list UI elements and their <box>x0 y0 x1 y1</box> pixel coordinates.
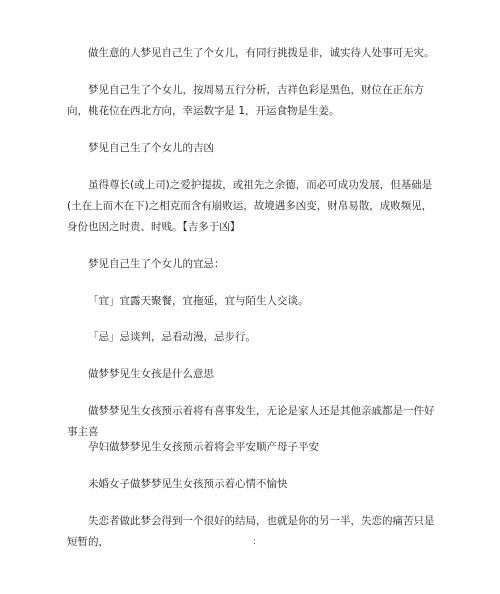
page-mark: : <box>253 537 257 547</box>
paragraph-pregnant-woman: 孕妇做梦梦见生女孩预示着将会平安顺产母子平安 <box>88 441 319 453</box>
heading-dos-donts: 梦见自己生了个女儿的宜忌： <box>88 258 225 270</box>
paragraph-unmarried-woman: 未婚女子做梦梦见生女孩预示着心情不愉快 <box>88 478 288 490</box>
heading-girl-birth-meaning: 做梦梦见生女孩是什么意思 <box>88 368 214 380</box>
heading-fortune: 梦见自己生了个女儿的吉凶 <box>88 142 214 154</box>
paragraph-heartbroken: 失恋者做此梦会得到一个很好的结局，也就是你的另一半，失恋的痛苦只是短暂的， <box>67 515 435 548</box>
paragraph-donts: 「忌」忌谈判，忌看动漫，忌步行。 <box>88 331 256 343</box>
paragraph-five-elements: 梦见自己生了个女儿，按周易五行分析，吉祥色彩是黑色，财位在正东方向，桃花位在西北方向，幸运数字是 1，开运食物是生姜。 <box>67 84 424 117</box>
paragraph-fortune-detail: 虽得尊长(或上司)之爱护提拔，或祖先之余德，而必可成功发展，但基础是(土在上而木在下)之相克而含有崩败运，故境遇多凶变，财帛易散，成败频见，身份也因之时贵、时贱。【吉多于凶】 <box>67 179 433 233</box>
paragraph-business-dream: 做生意的人梦见自己生了个女儿，有同行挑拨是非，诚实待人处事可无灾。 <box>88 47 435 59</box>
paragraph-happy-event: 做梦梦见生女孩预示着将有喜事发生，无论是家人还是其他亲戚都是一件好事主喜 <box>67 405 435 438</box>
paragraph-dos: 「宜」宜露天聚餐，宜拖延，宜与陌生人交谈。 <box>88 295 309 307</box>
